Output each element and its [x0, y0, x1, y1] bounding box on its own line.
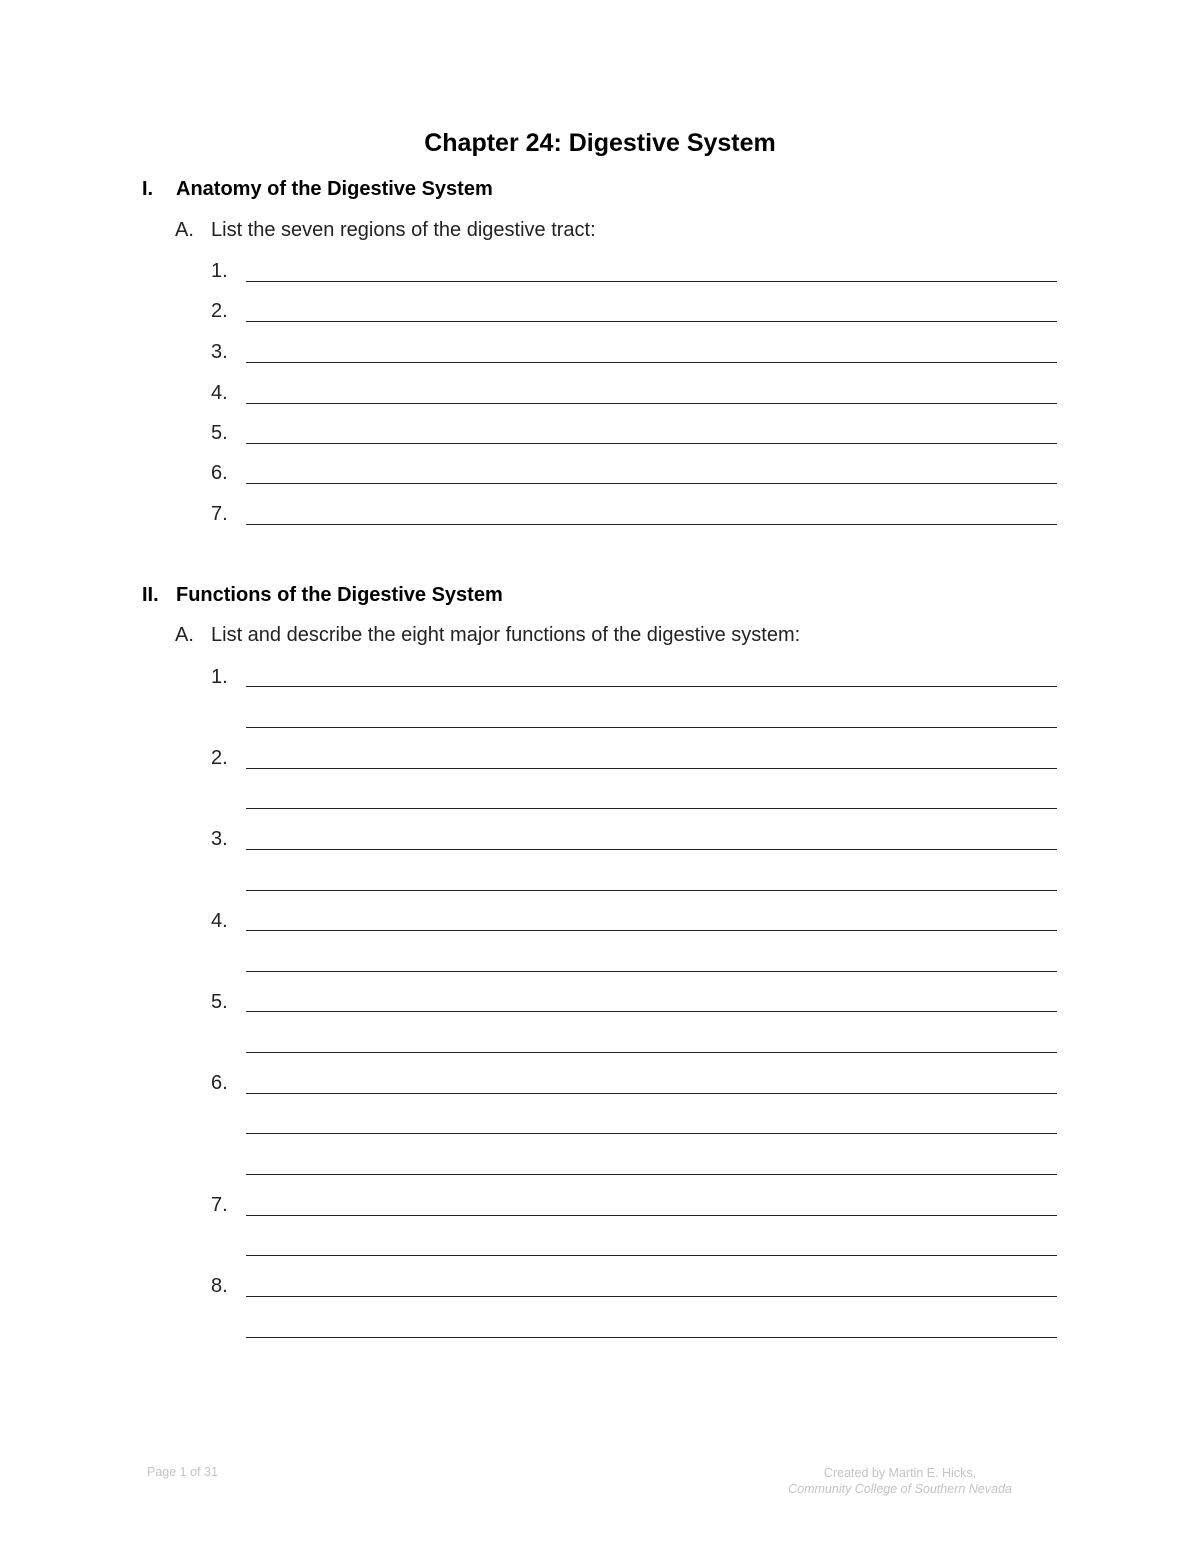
section-2-number: II.	[142, 584, 159, 606]
section-2-item-5-number: 5.	[211, 991, 228, 1013]
section-2-item-2-number: 2.	[211, 747, 228, 769]
footer-credit	[760, 1465, 1040, 1497]
footer-author: Created by Martin E. Hicks,	[823, 1466, 977, 1480]
answer-blank-2-1a[interactable]	[246, 686, 1057, 687]
answer-blank-2-1b[interactable]	[246, 727, 1057, 728]
section-1-item-5-number: 5.	[211, 422, 228, 444]
section-1-item-2-number: 2.	[211, 300, 228, 322]
answer-blank-2-4a[interactable]	[246, 930, 1057, 931]
answer-blank-2-8b[interactable]	[246, 1337, 1057, 1338]
section-2-item-1-number: 1.	[211, 666, 228, 688]
answer-blank-2-6b[interactable]	[246, 1133, 1057, 1134]
section-1-item-7-number: 7.	[211, 503, 228, 525]
answer-blank-2-5a[interactable]	[246, 1011, 1057, 1012]
answer-blank-2-5b[interactable]	[246, 1052, 1057, 1053]
answer-blank-1-7[interactable]	[246, 524, 1057, 525]
section-2-sub-letter: A.	[175, 624, 194, 646]
section-1-number: I.	[142, 178, 154, 200]
answer-blank-1-6[interactable]	[246, 483, 1057, 484]
section-2-item-8-number: 8.	[211, 1275, 228, 1297]
answer-blank-2-6a[interactable]	[246, 1093, 1057, 1094]
answer-blank-1-2[interactable]	[246, 321, 1057, 322]
answer-blank-2-6c[interactable]	[246, 1174, 1057, 1175]
answer-blank-2-8a[interactable]	[246, 1296, 1057, 1297]
answer-blank-2-4b[interactable]	[246, 971, 1057, 972]
section-1-item-6-number: 6.	[211, 462, 228, 484]
section-1-sub-letter: A.	[175, 219, 194, 241]
answer-blank-2-7a[interactable]	[246, 1215, 1057, 1216]
answer-blank-2-3a[interactable]	[246, 849, 1057, 850]
answer-blank-2-2b[interactable]	[246, 808, 1057, 809]
section-2-item-7-number: 7.	[211, 1194, 228, 1216]
answer-blank-1-5[interactable]	[246, 443, 1057, 444]
section-2-item-6-number: 6.	[211, 1072, 228, 1094]
page-number: Page 1 of 31	[147, 1465, 218, 1479]
section-2-sub-text: List and describe the eight major functions of the digestive system:	[211, 624, 801, 646]
answer-blank-1-3[interactable]	[246, 362, 1057, 363]
answer-blank-1-4[interactable]	[246, 403, 1057, 404]
section-2-heading: Functions of the Digestive System	[176, 584, 503, 606]
page-title: Chapter 24: Digestive System	[424, 129, 776, 157]
section-2-item-4-number: 4.	[211, 910, 228, 932]
section-1-item-1-number: 1.	[211, 260, 228, 282]
section-1-item-3-number: 3.	[211, 341, 228, 363]
section-2-item-3-number: 3.	[211, 828, 228, 850]
footer-school: Community College of Southern Nevada	[788, 1482, 1012, 1496]
section-1-heading: Anatomy of the Digestive System	[176, 178, 493, 200]
answer-blank-2-7b[interactable]	[246, 1255, 1057, 1256]
answer-blank-2-3b[interactable]	[246, 890, 1057, 891]
section-1-sub-text: List the seven regions of the digestive tract:	[211, 219, 596, 241]
answer-blank-1-1[interactable]	[246, 281, 1057, 282]
answer-blank-2-2a[interactable]	[246, 768, 1057, 769]
section-1-item-4-number: 4.	[211, 382, 228, 404]
